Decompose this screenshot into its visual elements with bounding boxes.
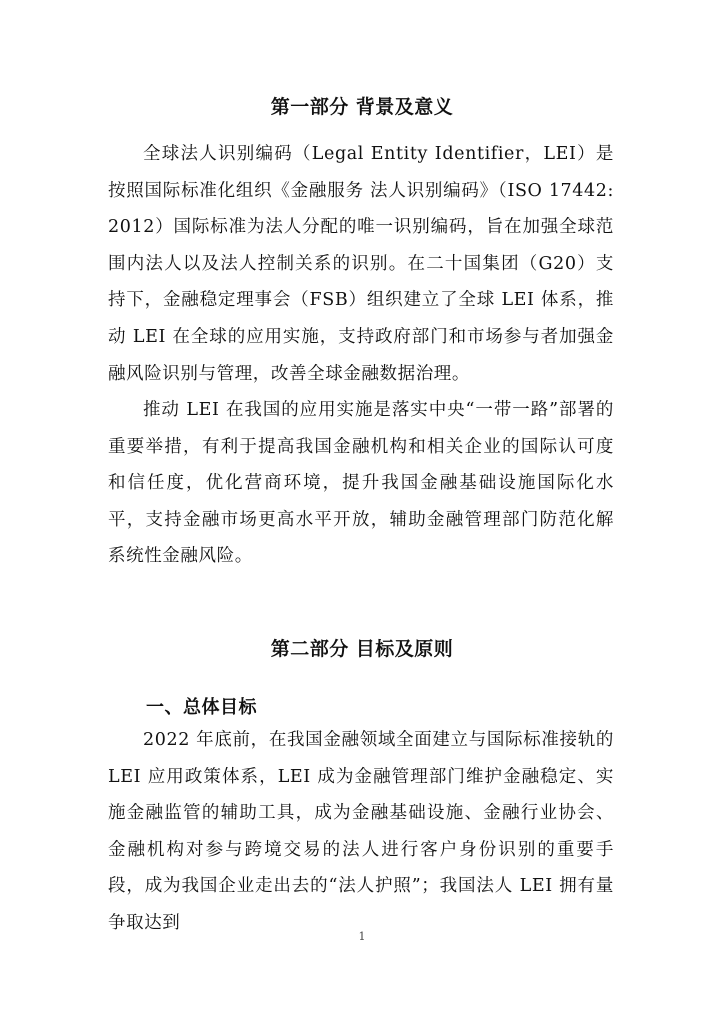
page-number: 1: [358, 930, 366, 943]
part1-paragraph-1: 全球法人识别编码（Legal Entity Identifier，LEI）是按照国际标准化组织《金融服务 法人识别编码》（ISO 17442: 2012）国际标准为法人分配的唯一识别编码，旨在加强全球范围内法人以及法人控制关系的识别。在二十国集团（G20）支持下，金融稳定理事会（FSB）组织建立了全球 LEI 体系，推动 LEI 在全球的应用实施，支持政府部门和市场参与者加强金融风险识别与管理，改善全球金融数据治理。: [108, 144, 614, 384]
section1-heading: 一、总体目标: [146, 697, 257, 718]
section1-paragraph-1: 2022 年底前，在我国金融领域全面建立与国际标准接轨的 LEI 应用政策体系，LEI 成为金融管理部门维护金融稳定、实施金融监管的辅助工具，成为金融基础设施、金融行业协会、金融机构对参与跨境交易的法人进行客户身份识别的重要手段，成为我国企业走出去的“法人护照”；我国法人 LEI 拥有量争取达到: [108, 730, 614, 933]
part2-heading: 第二部分 目标及原则: [270, 638, 454, 660]
part1-paragraph-2: 推动 LEI 在我国的应用实施是落实中央“一带一路”部署的重要举措，有利于提高我国金融机构和相关企业的国际认可度和信任度，优化营商环境，提升我国金融基础设施国际化水平，支持金融市场更高水平开放，辅助金融管理部门防范化解系统性金融风险。: [108, 400, 614, 567]
part1-heading: 第一部分 背景及意义: [270, 96, 454, 118]
